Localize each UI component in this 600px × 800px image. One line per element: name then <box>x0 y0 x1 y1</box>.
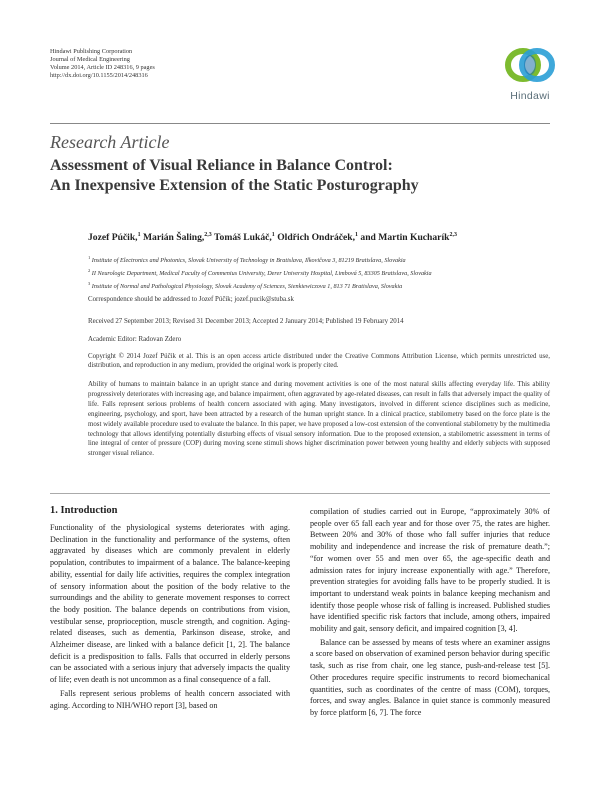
volume-info: Volume 2014, Article ID 248316, 9 pages <box>50 64 155 71</box>
paragraph: Falls represent serious problems of health concern associated with aging. According to NIH/WHO report [3], based on <box>50 688 290 710</box>
hindawi-logo-text: Hindawi <box>510 90 550 102</box>
author-list <box>88 232 457 243</box>
affiliation: $^3$ Institute of Normal and Pathological Physiology, Slovak Academy of Sciences, Sienkiewiczova 1, 813 71 Bratislava, Slovakia <box>88 281 403 291</box>
journal-name: Journal of Medical Engineering <box>50 56 130 63</box>
article-title <box>50 156 550 196</box>
hindawi-logo-icon <box>500 40 560 90</box>
correspondence: Correspondence should be addressed to Jozef Púčik; jozef.pucik@stuba.sk <box>88 296 294 303</box>
hindawi-logo <box>500 40 560 112</box>
article-type: Research Article <box>50 132 170 152</box>
article-dates: Received 27 September 2013; Revised 31 December 2013; Accepted 2 January 2014; Published 19 February 2014 <box>88 318 404 325</box>
author: Tomáš Lukáč,$^1$ <box>214 232 275 244</box>
academic-editor: Academic Editor: Radovan Zdero <box>88 336 182 343</box>
copyright-notice: Copyright © 2014 Jozef Púčik et al. This is an open access article distributed under the Creative Commons Attribution License, which permits unrestricted use, distribution, and reproduction in any medium, provided the original work is properly cited. <box>88 353 550 370</box>
affiliation: $^2$ II Neurologic Department, Medical Faculty of Commenius University, Derer University Hospital, Limbová 5, 83305 Bratislava, Slovakia <box>88 268 432 278</box>
doi-link[interactable]: http://dx.doi.org/10.1155/2014/248316 <box>50 72 148 79</box>
header-divider <box>50 123 550 124</box>
journal-header <box>50 48 155 80</box>
left-column <box>50 522 290 711</box>
right-column <box>310 506 550 719</box>
title-line-2: An Inexpensive Extension of the Static Posturography <box>50 177 419 194</box>
publisher: Hindawi Publishing Corporation <box>50 48 133 55</box>
author: Jozef Púčik,$^1$ <box>88 232 141 244</box>
author: Oldřich Ondráček,$^1$ <box>277 232 359 244</box>
paragraph: Balance can be assessed by means of tests where an examiner assigns a score based on observation of examined person behavior during specific task, such as rise from chair, one leg stance, push-and-release test [5]. Other procedures require specific instruments to record biomechanical quantities, such as coordinates of the centre of mass (COM), torques, forces, and sway angles. Balance in quiet stance is commonly measured by force platform [6, 7]. The force <box>310 637 550 717</box>
affiliation: $^1$ Institute of Electronics and Photonics, Slovak University of Technology in Bratislava, Ilkovičova 3, 81219 Bratislava, Slovakia <box>88 255 406 265</box>
author: Marián Šaling,$^{2,3}$ <box>142 232 212 244</box>
abstract: Ability of humans to maintain balance in an upright stance and during movement activities is one of the most natural skills affecting everyday life. This ability progressively deteriorates with increasing age, and balance impairment, often aggravated by age-related diseases, can result in falls that adversely impact the quality of life. Falls represent serious problems of health concern associated with aging. Many investigators, involved in different science disciplines such as medicine, engineering, psychology, and sport, have been attracted by a research of the human upright stance. In a clinical practice, stabilometry based on the force plate is the most widely available procedure used to evaluate the balance. In this paper, we have proposed a low-cost extension of the conventional stabilometry by the multimedia technology that allows identifying potentially disturbing effects of visual sensory information. Due to the proposed extension, a stabilometric assessment in terms of line integral of center of pressure (COP) during moving scene stimuli shows higher discrimination power between young healthy and elderly subjects with supposed stronger visual reliance. <box>88 381 550 458</box>
abstract-divider <box>50 493 550 494</box>
paragraph: compilation of studies carried out in Europe, “approximately 30% of people over 65 fall each year and for those over 75, the rates are higher. Between 20% and 30% of those who fall suffer injuries that reduce mobility and independence and increase the risk of premature death.”; “for women over 55 and men over 65, the age-specific death and admission rates for injury increase exponentially with age.” Therefore, prevention strategies for avoiding falls have to be properly studied. It is important to understand weak points in balance keeping mechanism and identify those people whose risk of falling is increased. Published studies have identified specific risk factors that include, among others, impaired mobility and gait, sensory deficit, and impaired cognition [3, 4]. <box>310 507 550 634</box>
title-line-1: Assessment of Visual Reliance in Balance Control: <box>50 157 393 174</box>
section-heading: 1. Introduction <box>50 505 118 516</box>
author: and Martin Kucharík$^{2,3}$ <box>360 232 457 244</box>
paragraph: Functionality of the physiological systems deteriorates with aging. Declination in the functionality and performance of the systems, often aggravated by diseases which are commonly prevalent in elderly population, contributes to impairment of a balance. The balance-keeping ability, essential for daily life activities, requires the complex integration of sensory information about the position of the body relative to the surroundings and the ability to generate movement responses to correct the body position. The balance depends on contributions from vision, vestibular sense, proprioception, muscle strength, and cognition. Aging-related diseases, such as dementia, Parkinson disease, stroke, and Alzheimer disease, are linked with a balance deficit [1, 2]. The balance deficit is a predisposition to falls. Falls that occurred in elderly persons can be associated with a serious injury that adversely impacts the quality of life; even death is not uncommon as a final consequence of a fall. <box>50 523 290 685</box>
affiliations <box>88 253 558 292</box>
